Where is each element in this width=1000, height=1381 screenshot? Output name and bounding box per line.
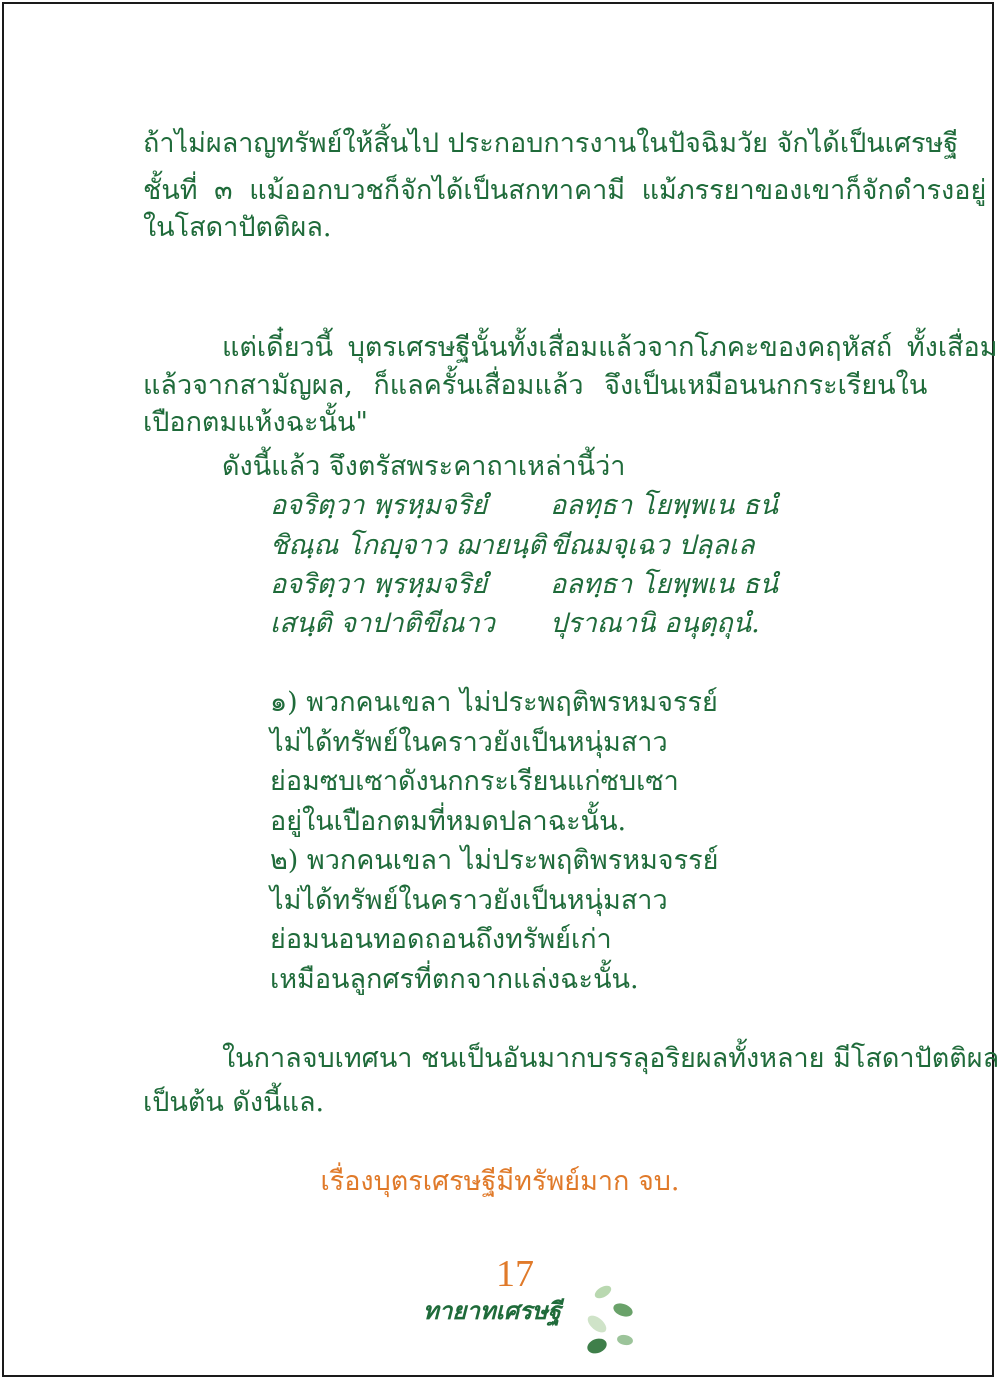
thai-verse-line-8: เหมือนลูกศรที่ตกจากแล่งฉะนั้น. <box>270 964 639 995</box>
thai-verse-line-7: ย่อมนอนทอดถอนถึงทรัพย์เก่า <box>270 924 612 955</box>
pali-verse-1-right: อลทฺธา โยพฺพเน ธนํ <box>550 490 778 521</box>
book-logo-text: ทายาทเศรษฐี <box>423 1296 562 1325</box>
paragraph-2-line-1: แต่เดี๋ยวนี้ บุตรเศรษฐีนั้นทั้งเสื่อมแล้วจากโภคะของคฤหัสถ์ ทั้งเสื่อม <box>222 332 998 363</box>
pali-verse-4-left: เสนฺติ จาปาติขีณาว <box>270 608 495 639</box>
paragraph-3-line-1: ในกาลจบเทศนา ชนเป็นอันมากบรรลุอริยผลทั้งหลาย มีโสดาปัตติผล <box>222 1043 1000 1074</box>
pali-verse-4-right: ปุราณานิ อนุตฺถุนํ. <box>550 608 760 639</box>
pali-verse-2-right: ขีณมจฺเฉว ปลฺลเล <box>550 530 755 561</box>
thai-verse-line-5: ๒) พวกคนเขลา ไม่ประพฤติพรหมจรรย์ <box>270 845 719 876</box>
thai-verse-line-3: ย่อมซบเซาดังนกกระเรียนแก่ซบเซา <box>270 766 679 797</box>
story-end-title: เรื่องบุตรเศรษฐีมีทรัพย์มาก จบ. <box>320 1166 680 1197</box>
paragraph-1-line-3: ในโสดาปัตติผล. <box>143 212 332 243</box>
leaf-decoration-icon <box>575 1280 645 1360</box>
pali-verse-1-left: อจริตฺวา พฺรหฺมจริยํ <box>270 490 488 521</box>
pali-verse-2-left: ชิณฺณ โกญฺจาว ฌายนฺติ <box>270 530 546 561</box>
paragraph-2-line-3: เปือกตมแห้งฉะนั้น" <box>143 407 368 438</box>
paragraph-1-line-1: ถ้าไม่ผลาญทรัพย์ให้สิ้นไป ประกอบการงานในปัจฉิมวัย จักได้เป็นเศรษฐี <box>143 128 959 159</box>
page-number: 17 <box>496 1253 534 1295</box>
thai-verse-line-6: ไม่ได้ทรัพย์ในคราวยังเป็นหนุ่มสาว <box>270 885 668 916</box>
paragraph-1-line-2: ชั้นที่ ๓ แม้ออกบวชก็จักได้เป็นสกทาคามี แม้ภรรยาของเขาก็จักดำรงอยู่ <box>143 175 987 206</box>
verse-intro: ดังนี้แล้ว จึงตรัสพระคาถาเหล่านี้ว่า <box>222 451 626 482</box>
thai-verse-line-1: ๑) พวกคนเขลา ไม่ประพฤติพรหมจรรย์ <box>270 687 718 718</box>
thai-verse-line-2: ไม่ได้ทรัพย์ในคราวยังเป็นหนุ่มสาว <box>270 727 668 758</box>
thai-verse-line-4: อยู่ในเปือกตมที่หมดปลาฉะนั้น. <box>270 806 627 837</box>
pali-verse-3-right: อลทฺธา โยพฺพเน ธนํ <box>550 569 778 600</box>
paragraph-3-line-2: เป็นต้น ดังนี้แล. <box>143 1087 325 1118</box>
pali-verse-3-left: อจริตฺวา พฺรหฺมจริยํ <box>270 569 488 600</box>
paragraph-2-line-2: แล้วจากสามัญผล, ก็แลครั้นเสื่อมแล้ว จึงเป็นเหมือนนกกระเรียนใน <box>143 370 928 401</box>
